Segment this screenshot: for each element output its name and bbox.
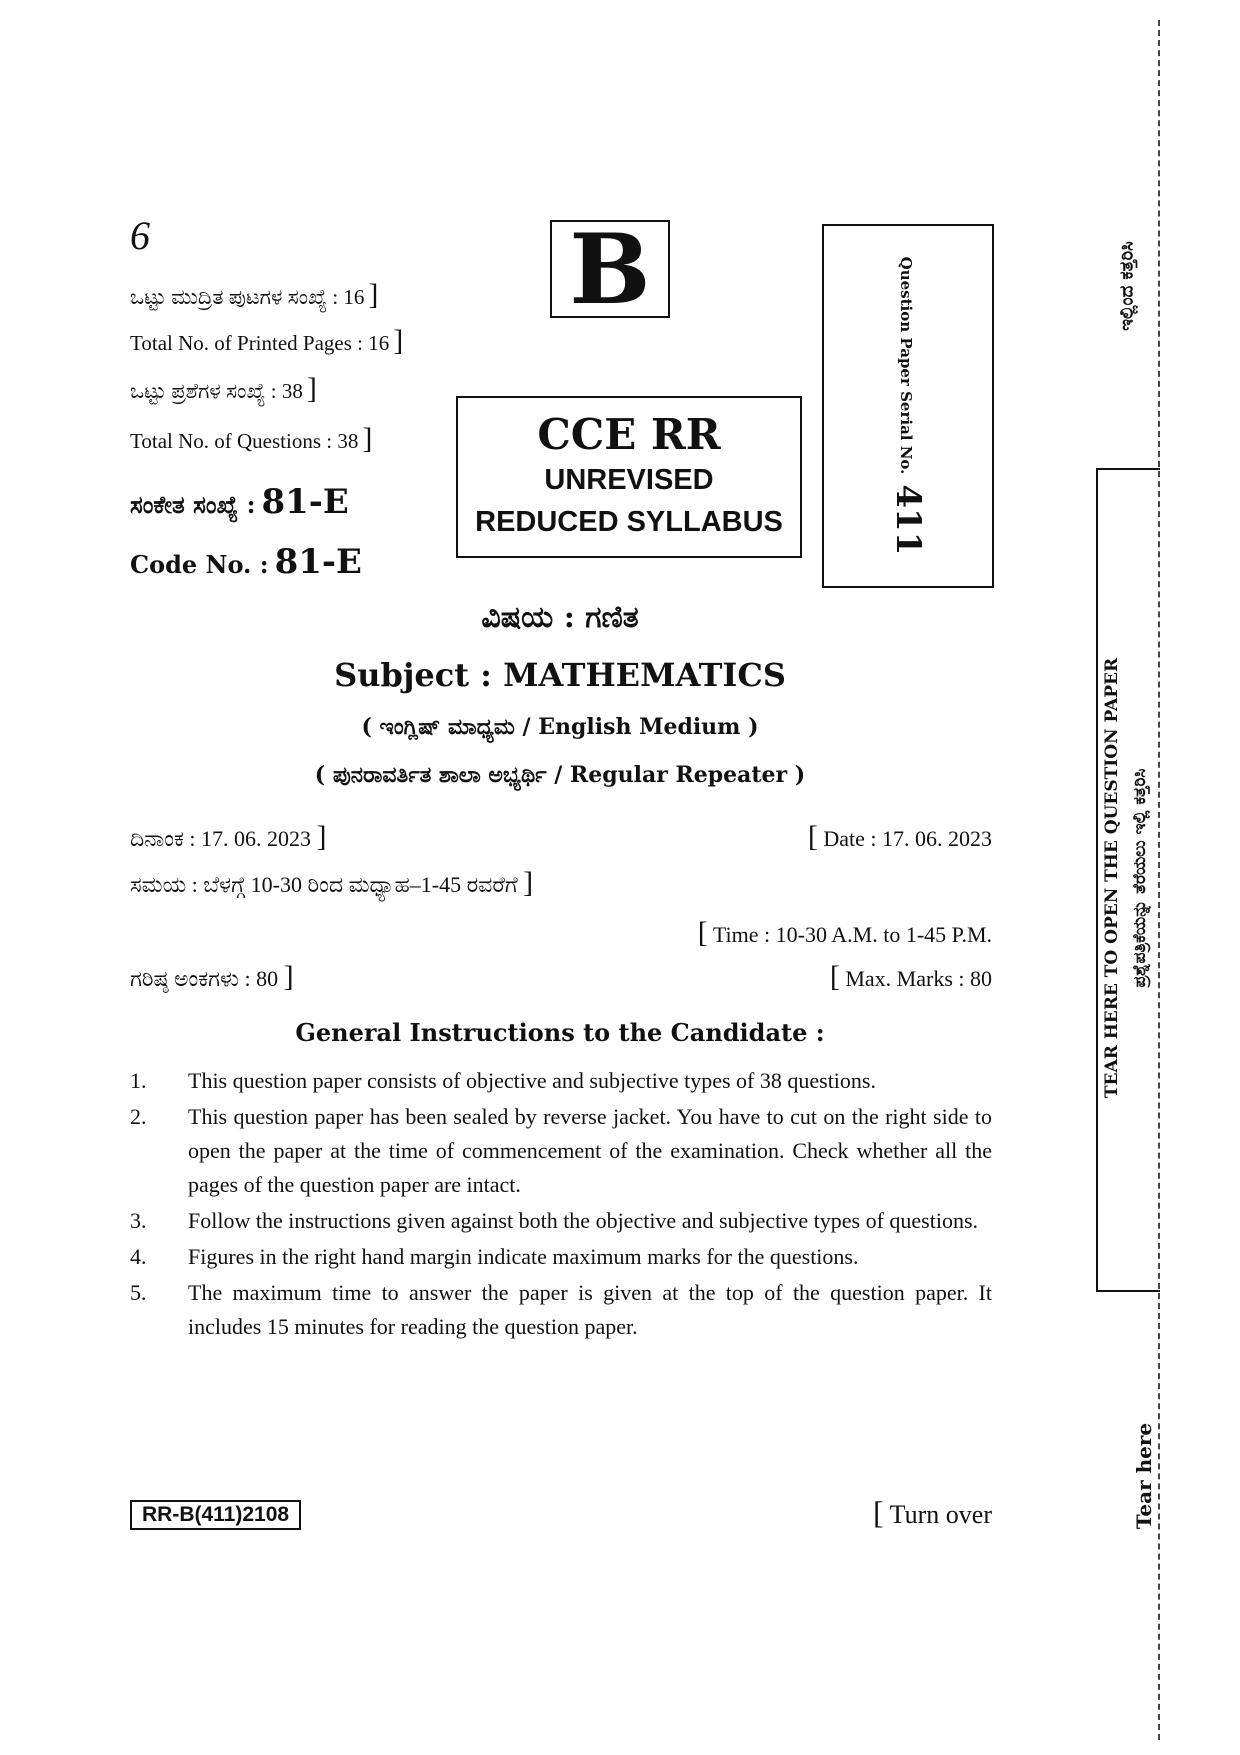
code-no [130,542,362,582]
paper-code: RR-B(411)2108 [130,1500,301,1530]
kannada-tear-label: ಇಲ್ಲಿಂದ ಕತ್ತರಿಸಿ [1116,241,1138,331]
tear-here-label: Tear here [1132,1422,1156,1530]
bracket: ] [393,324,404,357]
candidate-type: ( ಪುನರಾವರ್ತಿತ ಶಾಲಾ ಅಭ್ಯರ್ಥಿ / Regular Repeater ) [314,762,806,788]
date-kannada [130,820,326,854]
kannada-total-questions [130,372,317,406]
serial-number [888,257,928,556]
instruction-item [130,1100,992,1202]
instruction-item [130,1276,992,1344]
serial-label: Question Paper Serial No. [897,256,915,475]
kannada-code-label: ಸಂಕೇತ ಸಂಖ್ಯೆ : [130,490,256,519]
tear-instruction: TEAR HERE TO OPEN THE QUESTION PAPER [1102,657,1122,1099]
instruction-text: The maximum time to answer the paper is given at the top of the question paper. It includes 15 minutes for reading the question paper. [188,1280,992,1339]
total-pages [130,324,403,358]
total-pages-text: Total No. of Printed Pages : 16 [130,331,390,355]
cce-box [456,396,802,558]
total-questions-text: Total No. of Questions : 38 [130,429,359,453]
medium: ( ಇಂಗ್ಲಿಷ್ ಮಾಧ್ಯಮ / English Medium ) [361,714,759,740]
code-value: 81-E [274,542,362,582]
instructions-heading: General Instructions to the Candidate : [295,1018,825,1047]
tear-instruction-kannada: ಪ್ರಶ್ನೆಪತ್ರಿಕೆಯನ್ನು ತೆರೆಯಲು ಇಲ್ಲಿ ಕತ್ತರಿಸಿ [1130,768,1150,988]
serial-number-box [822,224,994,588]
subject-kannada: ವಿಷಯ : ಗಣಿತ [481,600,639,635]
page-number: 6 [130,213,150,258]
subject-title: Subject : MATHEMATICS [334,656,786,694]
serial-value: 411 [888,484,928,556]
instruction-number: 1. [130,1068,147,1093]
max-marks-kannada-text: ಗರಿಷ್ಠ ಅಂಕಗಳು : 80 [130,966,279,991]
version-letter-box [550,212,670,326]
kannada-total-pages [130,278,378,312]
bracket: ] [523,866,534,899]
kannada-total-questions-text: ಒಟ್ಟು ಪ್ರಶೆಗಳ ಸಂಖ್ಯೆ : 38 [130,379,303,403]
bracket: ] [306,372,317,405]
version-letter: B [569,212,651,326]
cce-unrevised: UNREVISED [544,464,714,496]
time-kannada [130,866,533,900]
instruction-item [130,1064,992,1098]
instructions-list [130,1064,992,1346]
instruction-number: 2. [130,1104,147,1129]
bracket: [ [872,1494,884,1530]
date-kannada-text: ದಿನಾಂಕ : 17. 06. 2023 [130,826,311,851]
kannada-code-no [130,482,349,522]
instruction-text: This question paper consists of objective and subjective types of 38 questions. [188,1068,876,1093]
bracket: [ [807,820,818,853]
bracket: [ [829,960,840,993]
time-english-text: Time : 10-30 A.M. to 1-45 P.M. [712,922,992,947]
cce-reduced-syllabus: REDUCED SYLLABUS [475,506,783,538]
bracket: [ [697,916,708,949]
instruction-text: Follow the instructions given against both the objective and subjective types of questions. [188,1208,979,1233]
total-questions [130,422,372,456]
instruction-number: 5. [130,1280,147,1305]
instruction-number: 3. [130,1208,147,1233]
date-english [808,820,992,854]
bracket: ] [283,960,294,993]
date-english-text: Date : 17. 06. 2023 [823,826,992,851]
time-english [698,916,992,950]
turn-over-text: Turn over [889,1500,992,1529]
instruction-item [130,1240,992,1274]
code-label: Code No. : [130,550,269,579]
instruction-item [130,1204,992,1238]
max-marks-english [830,960,992,994]
bracket: ] [316,820,327,853]
max-marks-kannada [130,960,294,994]
instruction-number: 4. [130,1244,147,1269]
max-marks-english-text: Max. Marks : 80 [845,966,992,991]
bracket: ] [368,278,379,311]
instruction-text: This question paper has been sealed by reverse jacket. You have to cut on the right side to open the paper at the time of commencement of the examination. Check whether all the pages of the question paper are intact. [188,1104,992,1197]
kannada-total-pages-text: ಒಟ್ಟು ಮುದ್ರಿತ ಪುಟಗಳ ಸಂಖ್ಯೆ : 16 [130,285,365,309]
cce-title: CCE RR [537,410,721,459]
bracket: ] [362,422,373,455]
kannada-code-value: 81-E [261,482,349,522]
time-kannada-text: ಸಮಯ : ಬೆಳಗ್ಗೆ 10-30 ರಿಂದ ಮಧ್ಯಾಹ–1-45 ರವರೆಗೆ [130,872,518,897]
turn-over [873,1494,992,1531]
instruction-text: Figures in the right hand margin indicate maximum marks for the questions. [188,1244,859,1269]
